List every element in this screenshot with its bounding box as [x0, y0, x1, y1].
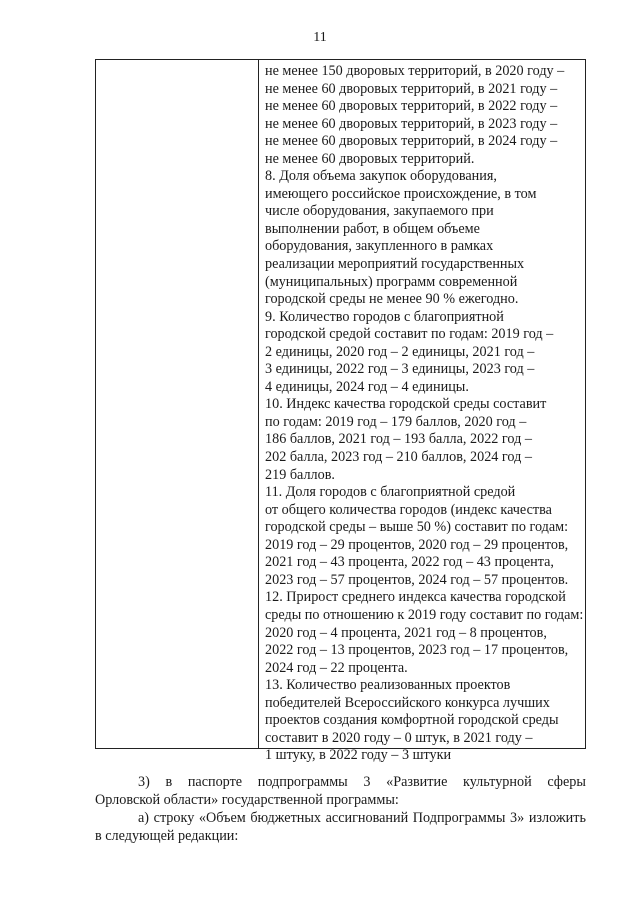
- table-cell-line: 2022 год – 13 процентов, 2023 год – 17 процентов,: [265, 642, 569, 659]
- word: Подпрограммы: [412, 810, 506, 826]
- table-cell-line: реализации мероприятий государственных: [265, 256, 525, 273]
- column-divider: [258, 60, 259, 748]
- table-cell-line: 4 единицы, 2024 год – 4 единицы.: [265, 378, 469, 395]
- table-cell-line: оборудования, закупленного в рамках: [265, 238, 494, 255]
- paragraph-2-line-2: в следующей редакции:: [95, 828, 239, 844]
- word: 3: [363, 774, 371, 790]
- table-cell-line: не менее 60 дворовых территорий.: [265, 150, 475, 167]
- word: 3»: [510, 810, 525, 826]
- word: подпрограммы: [257, 774, 348, 790]
- table-cell-line: выполнении работ, в общем объеме: [265, 220, 480, 237]
- word: сферы: [547, 774, 586, 790]
- table-cell-line: городской среды не менее 90 % ежегодно.: [265, 291, 519, 308]
- table-cell-line: среды по отношению к 2019 году составит по годам:: [265, 606, 584, 623]
- word: «Развитие: [386, 774, 448, 790]
- table-cell-line: 11. Доля городов с благоприятной средой: [265, 484, 516, 501]
- table-cell-line: 2019 год – 29 процентов, 2020 год – 29 процентов,: [265, 536, 569, 553]
- table-cell-line: городской среды – выше 50 %) составит по годам:: [265, 519, 569, 536]
- table-cell-line: 2021 год – 43 процента, 2022 год – 43 процента,: [265, 554, 554, 571]
- table-cell-line: не менее 60 дворовых территорий, в 2022 году –: [265, 98, 558, 115]
- table-cell-line: проектов создания комфортной городской среды: [265, 712, 559, 729]
- table-cell-line: 13. Количество реализованных проектов: [265, 677, 511, 694]
- body-text: [95, 773, 586, 845]
- word: бюджетных: [250, 810, 321, 826]
- table-cell-line: 2020 год – 4 процента, 2021 год – 8 процентов,: [265, 624, 547, 641]
- word: культурной: [463, 774, 532, 790]
- paragraph-1-line-2: Орловской области» государственной программы:: [95, 792, 399, 808]
- table-cell-line: 186 баллов, 2021 год – 193 балла, 2022 год –: [265, 431, 532, 448]
- table-cell-line: 9. Количество городов с благоприятной: [265, 308, 504, 325]
- table-cell-line: 2023 год – 57 процентов, 2024 год – 57 процентов.: [265, 571, 569, 588]
- table-cell-line: числе оборудования, закупаемого при: [265, 203, 494, 220]
- word: «Объем: [198, 810, 246, 826]
- table-cell-line: не менее 60 дворовых территорий, в 2021 году –: [265, 80, 558, 97]
- table-cell-line: 12. Прирост среднего индекса качества городской: [265, 589, 566, 606]
- table-cell-line: имеющего российское происхождение, в том: [265, 185, 537, 202]
- paragraph-2-line-1: [95, 809, 586, 827]
- table-cell-line: 2 единицы, 2020 год – 2 единицы, 2021 год –: [265, 343, 535, 360]
- table-cell-line: не менее 60 дворовых территорий, в 2023 году –: [265, 115, 558, 132]
- table-cell-line: победителей Всероссийского конкурса лучших: [265, 694, 550, 711]
- table-cell-line: 219 баллов.: [265, 466, 335, 483]
- table-cell-line: по годам: 2019 год – 179 баллов, 2020 год –: [265, 413, 527, 430]
- program-table: [95, 59, 586, 764]
- word: строку: [153, 810, 195, 826]
- word: а): [138, 810, 150, 826]
- table-cell-line: 1 штуку, в 2022 году – 3 штуки: [265, 747, 452, 764]
- table-cell-line: 202 балла, 2023 год – 210 баллов, 2024 год –: [265, 449, 532, 466]
- table-right-cell: [265, 63, 583, 765]
- word: в: [165, 774, 173, 790]
- table-cell-line: 8. Доля объема закупок оборудования,: [265, 168, 497, 185]
- table-cell-line: 10. Индекс качества городской среды составит: [265, 396, 547, 413]
- word: ассигнований: [325, 810, 409, 826]
- word: 3): [138, 774, 150, 790]
- table-cell-line: (муниципальных) программ современной: [265, 273, 518, 290]
- table-cell-line: не менее 150 дворовых территорий, в 2020 году –: [265, 63, 565, 79]
- table-cell-line: не менее 60 дворовых территорий, в 2024 году –: [265, 133, 558, 150]
- page-number: 11: [313, 30, 327, 45]
- word: паспорте: [187, 774, 243, 790]
- paragraph-1-line-1: [95, 773, 586, 791]
- table-cell-line: городской средой составит по годам: 2019 год –: [265, 326, 554, 343]
- table-cell-line: составит в 2020 году – 0 штук, в 2021 году –: [265, 729, 533, 746]
- table-cell-line: 2024 год – 22 процента.: [265, 659, 408, 676]
- word: изложить: [528, 810, 586, 826]
- table-cell-line: от общего количества городов (индекс качества: [265, 501, 552, 518]
- table-cell-line: 3 единицы, 2022 год – 3 единицы, 2023 год –: [265, 361, 535, 378]
